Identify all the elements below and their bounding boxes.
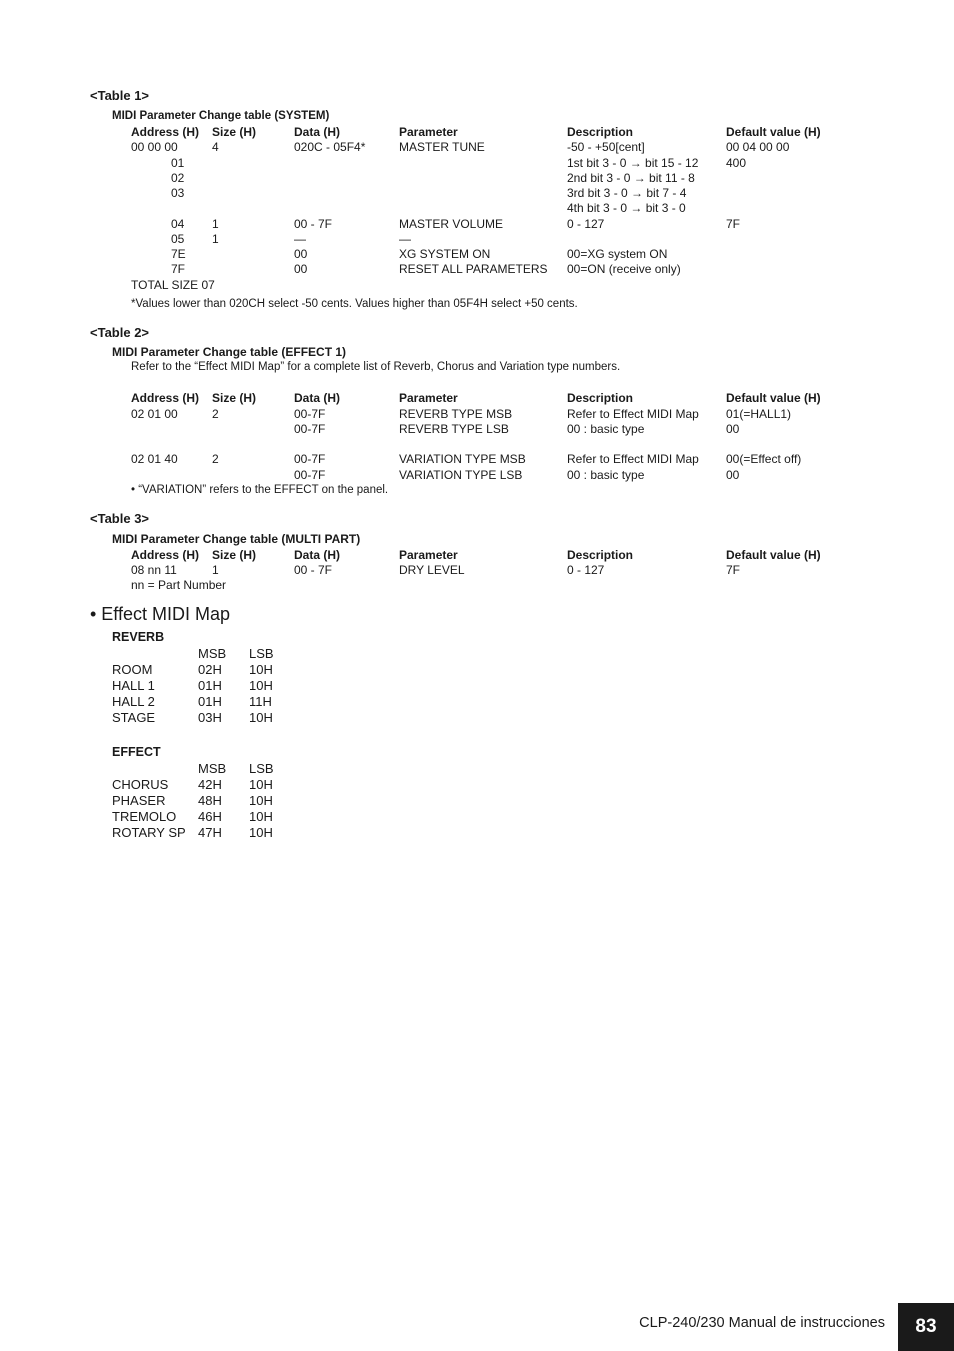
cell: Refer to Effect MIDI Map <box>567 452 699 466</box>
cell: 0 - 127 <box>567 217 605 231</box>
cell: XG SYSTEM ON <box>399 247 491 261</box>
cell: 00 <box>726 422 740 436</box>
table2-subtitle: MIDI Parameter Change table (EFFECT 1) <box>112 345 347 359</box>
col-parameter: Parameter <box>399 548 458 562</box>
cell: 2 <box>212 452 219 466</box>
cell: 1 <box>212 563 219 577</box>
cell: 7E <box>171 247 186 261</box>
map-name: HALL 1 <box>112 678 155 693</box>
table2-label: <Table 2> <box>90 325 150 340</box>
col-data: Data (H) <box>294 391 341 405</box>
cell: 00 00 00 <box>131 140 178 154</box>
map-lsb: 10H <box>249 662 273 677</box>
cell: — <box>294 232 306 246</box>
map-name: TREMOLO <box>112 809 177 824</box>
cell: 400 <box>726 156 747 170</box>
section-title: • Effect MIDI Map <box>90 604 231 624</box>
cell: 7F <box>726 563 741 577</box>
map-msb: 01H <box>198 678 222 693</box>
table2-intro: Refer to the “Effect MIDI Map” for a complete list of Reverb, Chorus and Variation type numbers. <box>131 361 621 373</box>
cell: — <box>399 232 411 246</box>
table2-note: • “VARIATION” refers to the EFFECT on the panel. <box>131 484 389 496</box>
cell: 1 <box>212 217 219 231</box>
map-lsb: 10H <box>249 825 273 840</box>
cell: REVERB TYPE MSB <box>399 407 513 421</box>
cell: 08 nn 11 <box>131 563 177 577</box>
cell: VARIATION TYPE LSB <box>399 468 523 482</box>
col-address: Address (H) <box>131 125 200 139</box>
col-description: Description <box>567 391 634 405</box>
col-data: Data (H) <box>294 125 341 139</box>
cell: 7F <box>726 217 741 231</box>
page-number: 83 <box>898 1303 954 1351</box>
cell: 01(=HALL1) <box>726 407 792 421</box>
map-name: CHORUS <box>112 777 169 792</box>
manual-title: CLP-240/230 Manual de instrucciones <box>639 1315 885 1331</box>
col-default: Default value (H) <box>726 391 821 405</box>
cell: -50 - +50[cent] <box>567 140 645 154</box>
cell: 4 <box>212 140 219 154</box>
map-msb: 02H <box>198 662 222 677</box>
col-default: Default value (H) <box>726 125 821 139</box>
cell: 00 <box>726 468 740 482</box>
cell: 4th bit 3 - 0 → bit 3 - 0 <box>567 201 686 215</box>
cell: 1 <box>212 232 219 246</box>
map-lsb: 11H <box>249 694 272 709</box>
cell: 020C - 05F4* <box>294 140 366 154</box>
col-address: Address (H) <box>131 548 200 562</box>
cell: 03 <box>171 186 185 200</box>
map-msb: 47H <box>198 825 222 840</box>
cell: 00 - 7F <box>294 217 333 231</box>
col-default: Default value (H) <box>726 548 821 562</box>
cell: 00(=Effect off) <box>726 452 802 466</box>
map-lsb: 10H <box>249 793 273 808</box>
map-lsb: 10H <box>249 710 273 725</box>
cell: 00-7F <box>294 452 326 466</box>
cell: 00=XG system ON <box>567 247 668 261</box>
map-name: STAGE <box>112 710 156 725</box>
cell: 00-7F <box>294 468 326 482</box>
cell: RESET ALL PARAMETERS <box>399 262 548 276</box>
map-msb: 46H <box>198 809 222 824</box>
cell: DRY LEVEL <box>399 563 465 577</box>
col-description: Description <box>567 125 634 139</box>
cell: 1st bit 3 - 0 → bit 15 - 12 <box>567 156 699 170</box>
cell: REVERB TYPE LSB <box>399 422 509 436</box>
cell: MASTER TUNE <box>399 140 485 154</box>
cell: 00=ON (receive only) <box>567 262 681 276</box>
table3-subtitle: MIDI Parameter Change table (MULTI PART) <box>112 532 361 546</box>
cell: 04 <box>171 217 185 231</box>
map-name: HALL 2 <box>112 694 155 709</box>
table3-note: nn = Part Number <box>131 578 227 592</box>
col-lsb: LSB <box>249 646 274 661</box>
cell: 00 : basic type <box>567 468 645 482</box>
col-size: Size (H) <box>212 125 257 139</box>
cell: 02 01 00 <box>131 407 178 421</box>
map-name: PHASER <box>112 793 166 808</box>
table1-note: *Values lower than 020CH select -50 cents. Values higher than 05F4H select +50 cents. <box>131 298 578 310</box>
col-lsb: LSB <box>249 761 274 776</box>
col-size: Size (H) <box>212 548 257 562</box>
map-lsb: 10H <box>249 777 273 792</box>
map-msb: 48H <box>198 793 222 808</box>
table1-subtitle: MIDI Parameter Change table (SYSTEM) <box>112 110 330 122</box>
col-description: Description <box>567 548 634 562</box>
cell: 2nd bit 3 - 0 → bit 11 - 8 <box>567 171 695 185</box>
cell: 05 <box>171 232 185 246</box>
cell: Refer to Effect MIDI Map <box>567 407 699 421</box>
cell: 7F <box>171 262 186 276</box>
cell: 0 - 127 <box>567 563 605 577</box>
cell: 00 : basic type <box>567 422 645 436</box>
cell: 00 - 7F <box>294 563 333 577</box>
map-name: ROTARY SP <box>112 825 186 840</box>
table1-total: TOTAL SIZE 07 <box>131 278 215 292</box>
map-msb: 42H <box>198 777 222 792</box>
map-msb: 01H <box>198 694 222 709</box>
cell: VARIATION TYPE MSB <box>399 452 526 466</box>
cell: 00 04 00 00 <box>726 140 790 154</box>
cell: 2 <box>212 407 219 421</box>
effect-heading: EFFECT <box>112 745 161 759</box>
cell: 3rd bit 3 - 0 → bit 7 - 4 <box>567 186 687 200</box>
cell: 00-7F <box>294 407 326 421</box>
map-msb: 03H <box>198 710 222 725</box>
col-data: Data (H) <box>294 548 341 562</box>
map-name: ROOM <box>112 662 153 677</box>
cell: 02 <box>171 171 185 185</box>
col-size: Size (H) <box>212 391 257 405</box>
col-parameter: Parameter <box>399 391 458 405</box>
table1-label: <Table 1> <box>90 88 150 103</box>
map-lsb: 10H <box>249 678 273 693</box>
col-msb: MSB <box>198 761 227 776</box>
cell: 01 <box>171 156 185 170</box>
col-address: Address (H) <box>131 391 200 405</box>
cell: 00-7F <box>294 422 326 436</box>
col-parameter: Parameter <box>399 125 458 139</box>
table3-label: <Table 3> <box>90 511 150 526</box>
cell: MASTER VOLUME <box>399 217 504 231</box>
col-msb: MSB <box>198 646 227 661</box>
map-lsb: 10H <box>249 809 273 824</box>
cell: 02 01 40 <box>131 452 178 466</box>
cell: 00 <box>294 247 308 261</box>
cell: 00 <box>294 262 308 276</box>
reverb-heading: REVERB <box>112 630 165 644</box>
